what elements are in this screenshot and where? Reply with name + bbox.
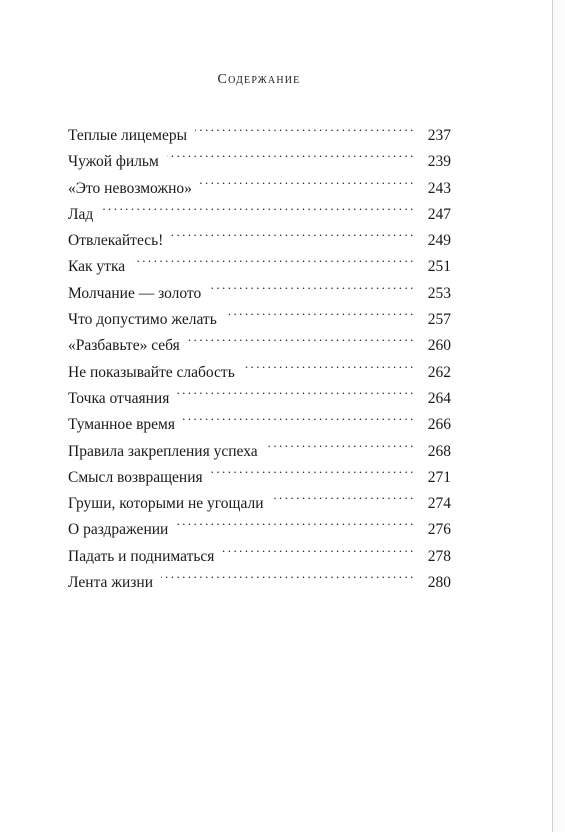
toc-entry-page: 274 [427,495,451,513]
toc-entry-page: 253 [427,284,451,302]
toc-entry-title: О раздражении [68,521,169,539]
toc-entry-page: 266 [427,416,451,434]
toc-leader-dots [171,219,413,245]
toc-entry-page: 276 [427,521,451,539]
toc-entry-title: Туманное время [68,416,175,434]
toc-entry-page: 271 [427,468,451,486]
toc-entry-page: 239 [427,153,451,171]
toc-entry-title: Лента жизни [68,574,154,592]
toc-entry-page: 280 [427,574,451,592]
toc-leader-dots [195,114,413,140]
toc-leader-dots [200,167,413,193]
toc-list [68,114,451,592]
toc-entry-title: Чужой фильм [68,153,159,171]
toc-leader-dots [243,351,413,377]
toc-leader-dots [266,430,413,456]
toc-leader-dots [177,377,413,403]
toc-entry-title: Падать и подниматься [68,547,215,565]
toc-leader-dots [209,272,413,298]
toc-leader-dots [225,298,413,324]
toc-entry-page: 243 [427,179,451,197]
toc-entry [68,193,451,223]
toc-leader-dots [211,456,413,482]
toc-entry [68,219,451,250]
page-edge [552,0,565,832]
toc-leader-dots [133,245,413,271]
toc-entry-title: «Разбавьте» себя [68,337,180,355]
toc-leader-dots [176,508,413,534]
toc-entry-title: Что допустимо желать [68,311,217,329]
toc-entry-title: Теплые лицемеры [68,127,188,144]
toc-leader-dots [272,482,413,508]
toc-entry-title: Груши, которыми не угощали [68,495,264,513]
toc-leader-dots [167,140,413,166]
toc-leader-dots [222,535,413,561]
toc-entry-page: 268 [427,442,451,460]
toc-entry-page: 264 [427,389,451,407]
toc-entry-title: Не показывайте слабость [68,363,235,381]
toc-entry-title: Молчание — золото [68,284,202,302]
toc-leader-dots [188,324,413,350]
toc-entry-page: 237 [427,127,451,144]
toc-entry-page: 249 [427,232,451,250]
toc-entry-title: Отвлекайтесь! [68,232,164,250]
toc-heading: Содержание [217,72,301,87]
toc-entry-title: Лад [68,205,94,223]
toc-leader-dots [183,403,413,429]
toc-entry-title: Смысл возвращения [68,468,203,486]
toc-entry-page: 257 [427,311,451,329]
toc-entry-title: «Это невозможно» [68,179,192,197]
toc-entry-title: Точка отчаяния [68,389,170,407]
toc-entry-page: 262 [427,363,451,381]
toc-entry-title: Как утка [68,258,126,276]
toc-entry-page: 251 [427,258,451,276]
toc-entry-title: Правила закрепления успеха [68,442,258,460]
toc-entry-page: 260 [427,337,451,355]
toc-leader-dots [101,193,413,219]
toc-entry [68,114,451,144]
toc-entry-page: 247 [427,205,451,223]
toc-entry-page: 278 [427,547,451,565]
toc-leader-dots [161,561,413,587]
